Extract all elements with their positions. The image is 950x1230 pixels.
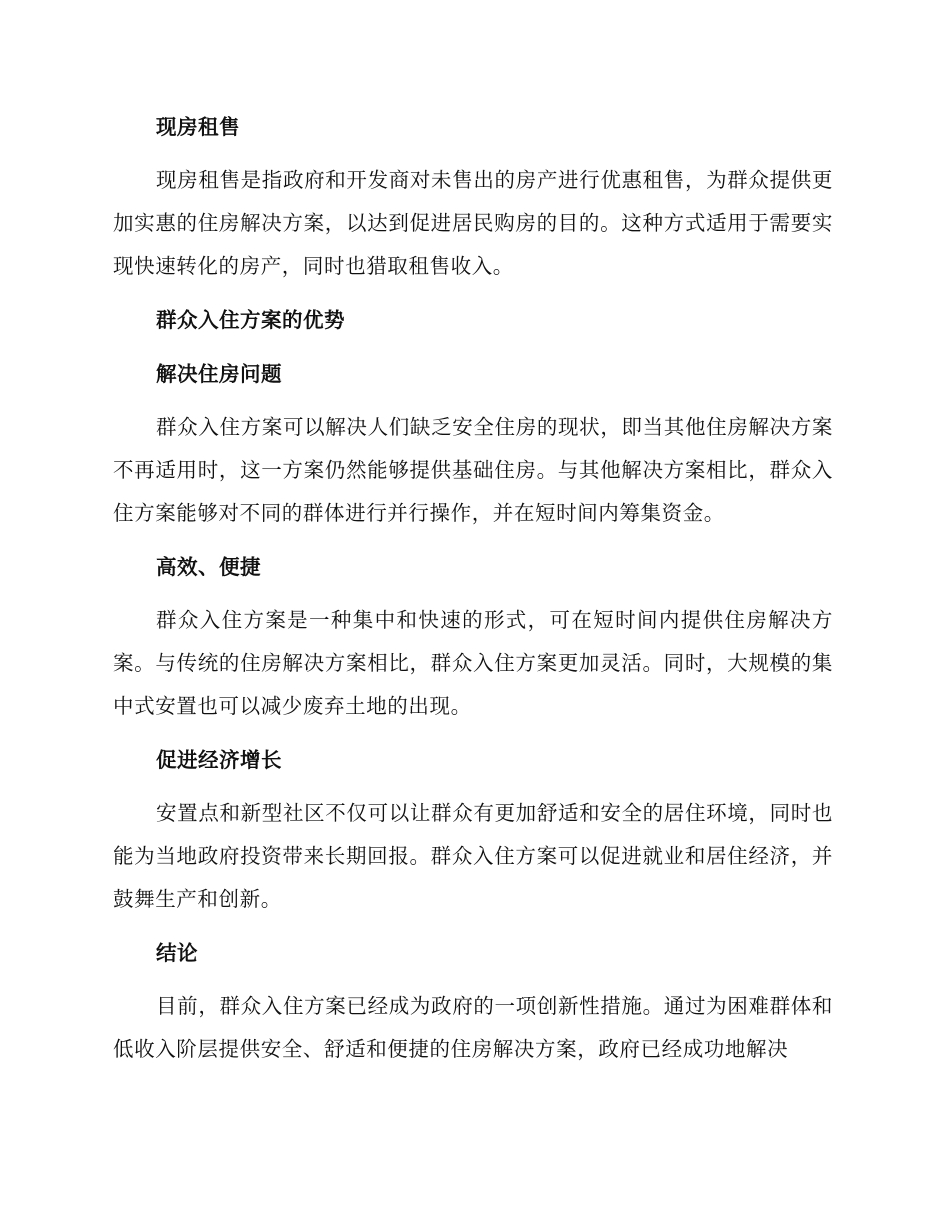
section-heading-xianfang-zushou: 现房租售	[156, 115, 240, 139]
section-heading-conclusion: 结论	[156, 941, 198, 965]
section-paragraph-solve-housing: 群众入住方案可以解决人们缺乏安全住房的现状，即当其他住房解决方案不再适用时，这一方案仍然能够提供基础住房。与其他解决方案相比，群众入住方案能够对不同的群体进行并行操作，并在短时间内筹集资金。	[113, 415, 833, 525]
section-paragraph-conclusion: 目前，群众入住方案已经成为政府的一项创新性措施。通过为困难群体和低收入阶层提供安全、舒适和便捷的住房解决方案，政府已经成功地解决	[113, 994, 833, 1061]
section-heading-economic-growth: 促进经济增长	[156, 748, 282, 772]
section-paragraph-economic-growth: 安置点和新型社区不仅可以让群众有更加舒适和安全的居住环境，同时也能为当地政府投资带来长期回报。群众入住方案可以促进就业和居住经济，并鼓舞生产和创新。	[113, 801, 833, 911]
section-paragraph-efficient: 群众入住方案是一种集中和快速的形式，可在短时间内提供住房解决方案。与传统的住房解决方案相比，群众入住方案更加灵活。同时，大规模的集中式安置也可以减少废弃土地的出现。	[113, 608, 833, 718]
document-body	[113, 105, 833, 1071]
section-heading-efficient: 高效、便捷	[156, 555, 261, 579]
section-heading-advantages: 群众入住方案的优势	[156, 308, 345, 332]
spacer	[113, 342, 833, 352]
section-heading-solve-housing: 解决住房问题	[156, 362, 282, 386]
section-paragraph-xianfang-zushou: 现房租售是指政府和开发商对未售出的房产进行优惠租售，为群众提供更加实惠的住房解决方案，以达到促进居民购房的目的。这种方式适用于需要实现快速转化的房产，同时也猎取租售收入。	[113, 168, 833, 278]
